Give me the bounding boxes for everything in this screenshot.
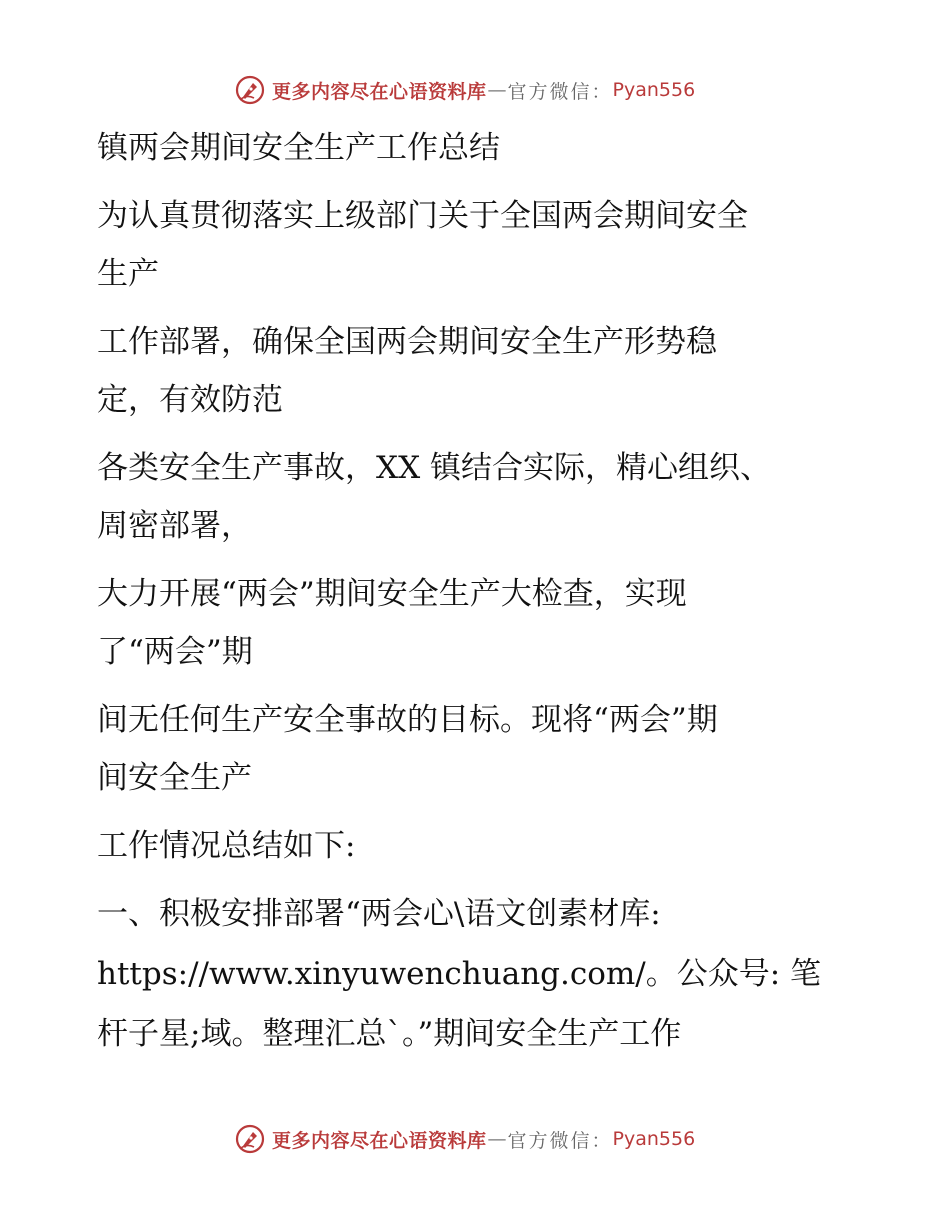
banner-official-label: 官方微信：	[507, 80, 613, 103]
paragraph-line: 为认真贯彻落实上级部门关于全国两会期间安全	[97, 198, 748, 234]
paragraph-line: 定，有效防范	[97, 382, 283, 418]
paragraph-line: 工作部署，确保全国两会期间安全生产形势稳	[97, 324, 717, 360]
footer-watermark-banner	[234, 1122, 695, 1156]
paragraph-line: 杆子星;域。整理汇总`。”期间安全生产工作	[97, 1016, 682, 1052]
paragraph-line: 生产	[97, 256, 159, 292]
paragraph-line: 间无任何生产安全事故的目标。现将“两会”期	[97, 702, 718, 738]
banner-dash: —	[487, 1128, 507, 1150]
paragraph-line: 工作情况总结如下:	[97, 828, 356, 864]
document-body	[97, 118, 837, 1064]
section-heading-line: 一、积极安排部署“两会心\语文创素材库:	[97, 896, 661, 932]
pen-nib-logo-icon	[234, 1123, 266, 1155]
paragraph-line: 了“两会”期	[97, 634, 253, 670]
paragraph-line: 大力开展“两会”期间安全生产大检查，实现	[97, 576, 687, 612]
banner-dash: —	[487, 79, 507, 101]
document-title: 镇两会期间安全生产工作总结	[97, 130, 500, 166]
header-watermark-banner	[234, 73, 695, 107]
pen-nib-logo-icon	[234, 74, 266, 106]
paragraph-line: 间安全生产	[97, 760, 252, 796]
banner-wechat-id: Pyan556	[612, 1128, 696, 1150]
paragraph-line: 周密部署，	[97, 508, 252, 544]
banner-text: 更多内容尽在心语资料库	[272, 80, 487, 103]
banner-wechat-id: Pyan556	[612, 79, 696, 101]
banner-official-label: 官方微信：	[507, 1129, 613, 1152]
paragraph-line: https://www.xinyuwenchuang.com/。公众号: 笔	[97, 956, 822, 992]
paragraph-line: 各类安全生产事故，XX 镇结合实际，精心组织、	[97, 450, 771, 486]
banner-text: 更多内容尽在心语资料库	[272, 1129, 487, 1152]
